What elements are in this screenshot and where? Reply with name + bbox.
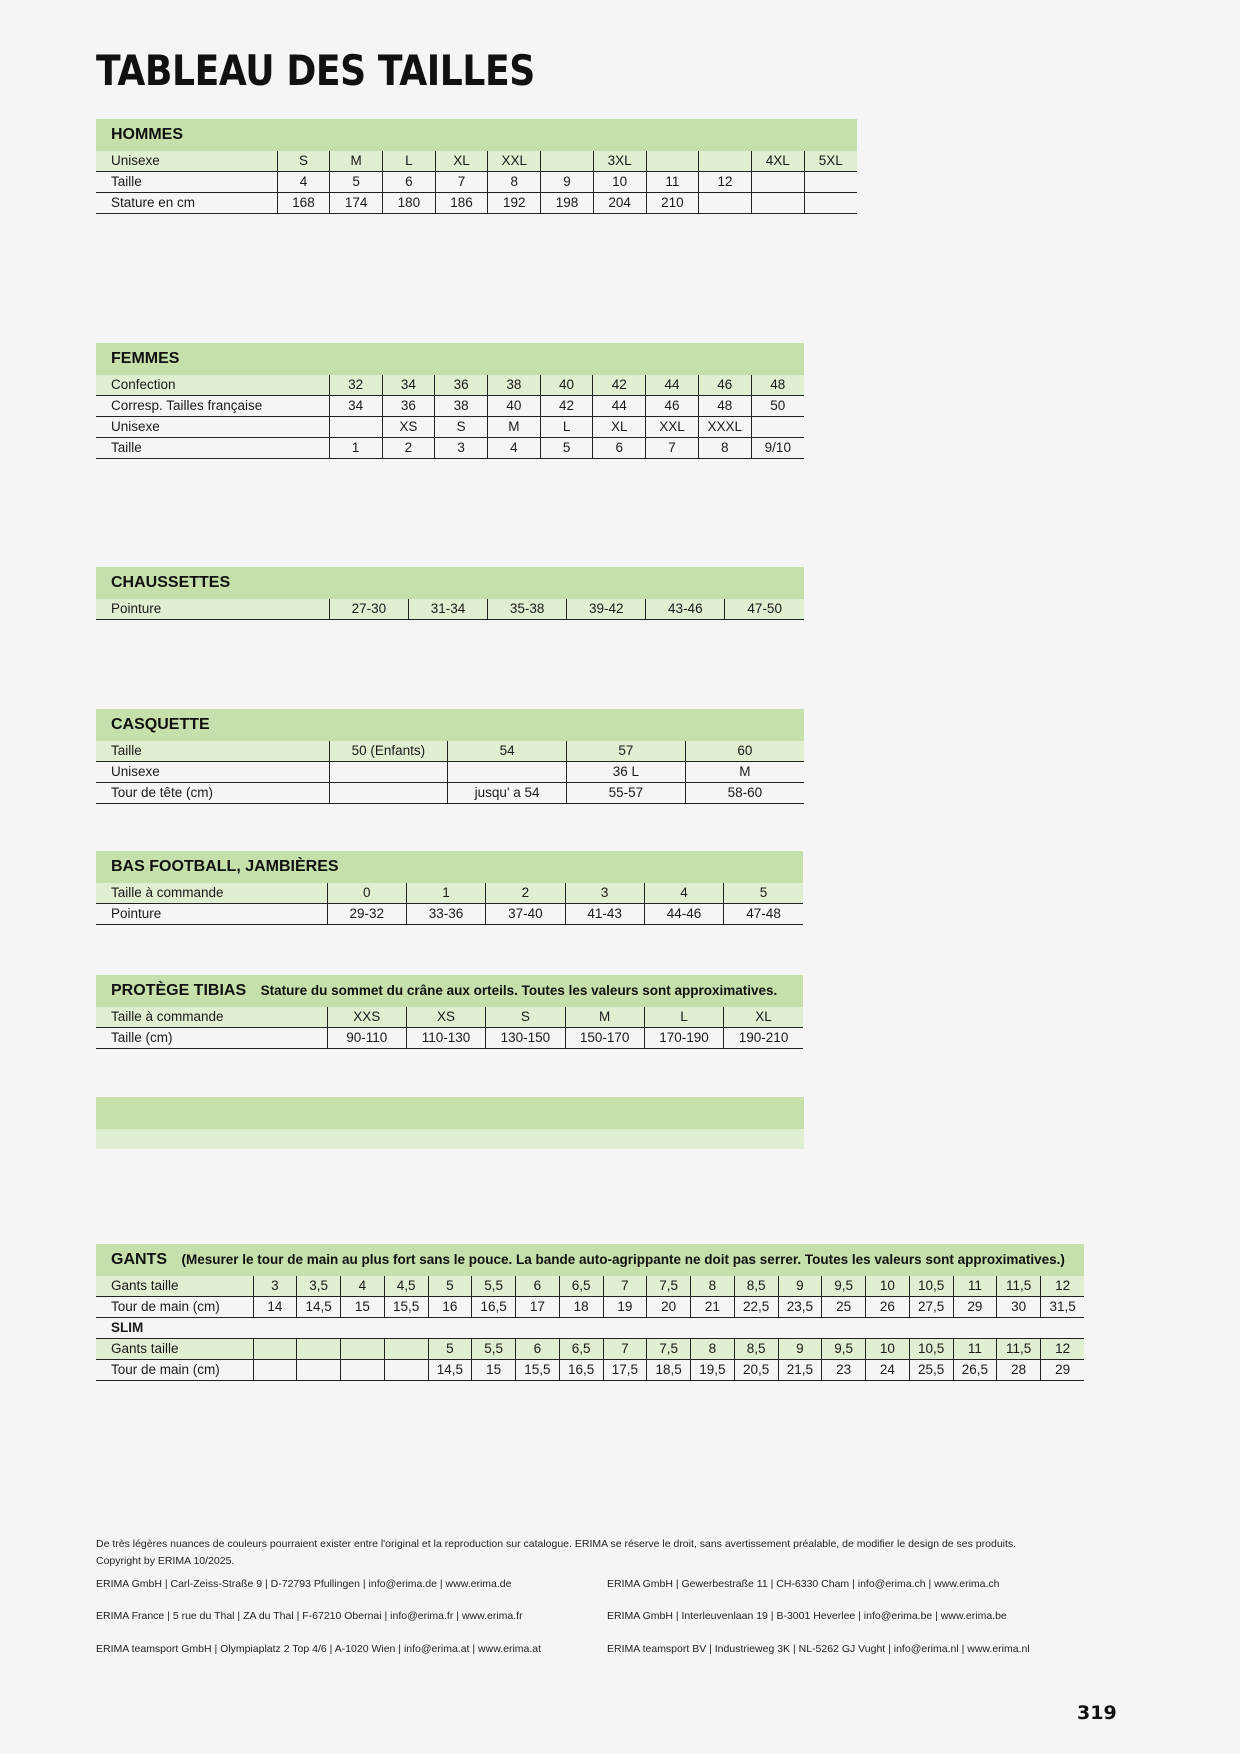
table-cell: 19 — [603, 1297, 647, 1318]
table-body — [96, 1007, 803, 1049]
row-label: Taille à commande — [96, 883, 327, 904]
table-cell: L — [383, 151, 436, 172]
table-cell: M — [565, 1007, 644, 1028]
table-cell: 15 — [472, 1360, 516, 1381]
table-cell: 44-46 — [644, 904, 723, 925]
table-cell: 3 — [253, 1276, 297, 1297]
table-cell: 50 (Enfants) — [329, 741, 448, 762]
section-bas-football — [96, 851, 803, 925]
table-cell: jusqu' a 54 — [448, 783, 567, 804]
table-cell: 46 — [646, 396, 699, 417]
table-cell: XXS — [327, 1007, 406, 1028]
table-row — [96, 151, 857, 172]
table-row — [96, 1007, 803, 1028]
section-heading: CHAUSSETTES — [96, 567, 804, 599]
table-cell — [751, 172, 804, 193]
table-cell: S — [435, 417, 488, 438]
table-cell: 25 — [822, 1297, 866, 1318]
section-heading — [96, 1244, 1084, 1276]
address-de: ERIMA GmbH | Carl-Zeiss-Straße 9 | D-72793 Pfullingen | info@erima.de | www.erima.de — [96, 1578, 512, 1590]
table-cell: 44 — [593, 396, 646, 417]
size-table-hommes — [96, 151, 857, 214]
table-cell: 10,5 — [909, 1339, 953, 1360]
table-cell: 47-48 — [724, 904, 803, 925]
table-cell: 36 — [382, 396, 435, 417]
table-cell: 25,5 — [909, 1360, 953, 1381]
table-cell: XL — [724, 1007, 803, 1028]
table-cell: 46 — [698, 375, 751, 396]
empty-band-header — [96, 1097, 804, 1129]
table-cell: 9/10 — [751, 438, 804, 459]
section-heading-note: Stature du sommet du crâne aux orteils. Toutes les valeurs sont approximatives. — [260, 983, 778, 998]
table-cell: 17,5 — [603, 1360, 647, 1381]
table-cell: 12 — [1041, 1276, 1085, 1297]
table-cell: 54 — [448, 741, 567, 762]
row-label: Taille — [96, 172, 277, 193]
table-cell: 4 — [487, 438, 540, 459]
row-label: Unisexe — [96, 762, 329, 783]
table-cell: 5 — [724, 883, 803, 904]
table-cell: 7 — [603, 1339, 647, 1360]
size-table-protege-tibias — [96, 1007, 803, 1049]
table-cell: 9 — [778, 1339, 822, 1360]
table-cell: 9,5 — [822, 1339, 866, 1360]
table-cell: 14,5 — [297, 1297, 341, 1318]
table-cell: 7,5 — [647, 1276, 691, 1297]
table-cell — [329, 783, 448, 804]
table-cell: 3 — [565, 883, 644, 904]
section-heading: CASQUETTE — [96, 709, 804, 741]
table-row — [96, 904, 803, 925]
table-cell: S — [486, 1007, 565, 1028]
table-cell: 38 — [435, 396, 488, 417]
table-cell — [341, 1339, 385, 1360]
table-body — [96, 599, 804, 620]
table-cell: 150-170 — [565, 1028, 644, 1049]
table-row — [96, 193, 857, 214]
table-cell: 3XL — [593, 151, 646, 172]
table-cell: 58-60 — [685, 783, 804, 804]
table-cell: 11 — [646, 172, 699, 193]
table-cell: 15 — [341, 1297, 385, 1318]
table-cell — [329, 417, 382, 438]
row-label: Unisexe — [96, 417, 329, 438]
table-cell: 48 — [698, 396, 751, 417]
table-cell: 10 — [866, 1276, 910, 1297]
slim-heading-row — [96, 1318, 1084, 1339]
table-cell: 20 — [647, 1297, 691, 1318]
size-table-chaussettes — [96, 599, 804, 620]
table-cell: 186 — [435, 193, 488, 214]
row-label: Taille — [96, 741, 329, 762]
table-cell — [751, 417, 804, 438]
table-row — [96, 599, 804, 620]
table-cell: 7,5 — [647, 1339, 691, 1360]
table-cell: 40 — [540, 375, 593, 396]
copyright-text: Copyright by ERIMA 10/2025. — [96, 1555, 235, 1567]
table-cell: 9 — [541, 172, 594, 193]
table-cell: XS — [406, 1007, 485, 1028]
table-row — [96, 1360, 1084, 1381]
table-cell: 29 — [1041, 1360, 1085, 1381]
size-table-bas-football — [96, 883, 803, 925]
table-row — [96, 172, 857, 193]
table-cell: 6 — [516, 1339, 560, 1360]
table-cell: 6 — [383, 172, 436, 193]
table-cell: XL — [435, 151, 488, 172]
table-cell: 5 — [540, 438, 593, 459]
table-cell: 5 — [330, 172, 383, 193]
table-cell: 14,5 — [428, 1360, 472, 1381]
table-cell: 9 — [778, 1276, 822, 1297]
table-cell: 8,5 — [734, 1339, 778, 1360]
table-cell: 18,5 — [647, 1360, 691, 1381]
table-cell: 19,5 — [691, 1360, 735, 1381]
section-heading-note: (Mesurer le tour de main au plus fort sans le pouce. La bande auto-agrippante ne doit pas serrer. Toutes les valeurs sont approximatives.) — [181, 1252, 1065, 1267]
table-row — [96, 1297, 1084, 1318]
section-heading: FEMMES — [96, 343, 804, 375]
address-be: ERIMA GmbH | Interleuvenlaan 19 | B-3001 Heverlee | info@erima.be | www.erima.be — [607, 1610, 1007, 1622]
table-cell: 7 — [646, 438, 699, 459]
row-label: Taille — [96, 438, 329, 459]
table-cell: 14 — [253, 1297, 297, 1318]
table-cell: 57 — [567, 741, 686, 762]
table-cell: 210 — [646, 193, 699, 214]
table-cell: XXL — [646, 417, 699, 438]
disclaimer — [96, 1536, 1076, 1570]
table-cell — [646, 151, 699, 172]
table-cell: 5,5 — [472, 1276, 516, 1297]
table-cell: L — [540, 417, 593, 438]
table-cell: 16,5 — [559, 1360, 603, 1381]
table-row — [96, 1028, 803, 1049]
table-cell: 1 — [329, 438, 382, 459]
table-row — [96, 396, 804, 417]
table-cell: 174 — [330, 193, 383, 214]
table-cell: L — [644, 1007, 723, 1028]
page-title: TABLEAU DES TAILLES — [96, 46, 535, 95]
table-cell — [751, 193, 804, 214]
table-cell — [699, 193, 752, 214]
row-label: Tour de main (cm) — [96, 1360, 253, 1381]
table-cell: 5XL — [804, 151, 857, 172]
table-cell: 24 — [866, 1360, 910, 1381]
section-heading-title: GANTS — [111, 1251, 167, 1268]
table-cell: 42 — [540, 396, 593, 417]
table-cell: 30 — [997, 1297, 1041, 1318]
table-cell: 44 — [646, 375, 699, 396]
table-cell: 204 — [593, 193, 646, 214]
table-cell — [448, 762, 567, 783]
table-cell: 4,5 — [384, 1276, 428, 1297]
table-cell: 130-150 — [486, 1028, 565, 1049]
disclaimer-text: De très légères nuances de couleurs pourraient exister entre l'original et la reproduction sur catalogue. ERIMA se réserve le droit, sans avertissement préalable, de modifier le design de ses produits. — [96, 1538, 1017, 1550]
table-cell: 4XL — [751, 151, 804, 172]
table-cell: 198 — [541, 193, 594, 214]
table-cell: 36 L — [567, 762, 686, 783]
table-cell: 11 — [953, 1276, 997, 1297]
table-cell: 27,5 — [909, 1297, 953, 1318]
table-body — [96, 375, 804, 459]
table-body — [96, 883, 803, 925]
row-label: Unisexe — [96, 151, 277, 172]
table-cell: 48 — [751, 375, 804, 396]
section-heading — [96, 975, 803, 1007]
table-cell — [329, 762, 448, 783]
row-label: Tour de main (cm) — [96, 1297, 253, 1318]
table-cell: 36 — [435, 375, 488, 396]
table-cell: 9,5 — [822, 1276, 866, 1297]
row-label: Corresp. Tailles française — [96, 396, 329, 417]
table-cell — [297, 1360, 341, 1381]
table-cell: 20,5 — [734, 1360, 778, 1381]
table-cell: 31-34 — [408, 599, 487, 620]
table-cell: 8 — [698, 438, 751, 459]
table-cell: 28 — [997, 1360, 1041, 1381]
table-cell: 31,5 — [1041, 1297, 1085, 1318]
table-cell: M — [330, 151, 383, 172]
table-cell: 42 — [593, 375, 646, 396]
table-cell: 22,5 — [734, 1297, 778, 1318]
table-row — [96, 762, 804, 783]
row-label: Stature en cm — [96, 193, 277, 214]
table-cell: M — [685, 762, 804, 783]
table-cell: 4 — [644, 883, 723, 904]
table-cell: 1 — [406, 883, 485, 904]
table-cell: 0 — [327, 883, 406, 904]
table-cell: 192 — [488, 193, 541, 214]
table-cell — [253, 1360, 297, 1381]
table-cell: XS — [382, 417, 435, 438]
table-cell: 2 — [486, 883, 565, 904]
table-cell: 39-42 — [567, 599, 646, 620]
table-cell: 6 — [516, 1276, 560, 1297]
section-heading: HOMMES — [96, 119, 857, 151]
table-cell: 5 — [428, 1339, 472, 1360]
table-cell: 8 — [691, 1276, 735, 1297]
table-cell: S — [277, 151, 330, 172]
table-cell: 170-190 — [644, 1028, 723, 1049]
table-cell: 15,5 — [384, 1297, 428, 1318]
table-cell: XL — [593, 417, 646, 438]
table-cell — [384, 1339, 428, 1360]
table-cell: 5,5 — [472, 1339, 516, 1360]
table-cell: 7 — [435, 172, 488, 193]
section-casquette — [96, 709, 804, 804]
table-cell: 40 — [487, 396, 540, 417]
table-cell: 23,5 — [778, 1297, 822, 1318]
table-cell — [699, 151, 752, 172]
table-row — [96, 741, 804, 762]
table-cell: 12 — [699, 172, 752, 193]
empty-band-row — [96, 1129, 804, 1149]
row-label: Gants taille — [96, 1339, 253, 1360]
size-table-casquette — [96, 741, 804, 804]
table-row — [96, 375, 804, 396]
table-cell: 60 — [685, 741, 804, 762]
table-cell: 55-57 — [567, 783, 686, 804]
section-protege-tibias — [96, 975, 803, 1049]
empty-table-band — [96, 1097, 804, 1149]
size-table-femmes — [96, 375, 804, 459]
table-cell: 16 — [428, 1297, 472, 1318]
table-cell: 21,5 — [778, 1360, 822, 1381]
table-cell: 6 — [593, 438, 646, 459]
table-cell: 110-130 — [406, 1028, 485, 1049]
row-label: Confection — [96, 375, 329, 396]
address-ch: ERIMA GmbH | Gewerbestraße 11 | CH-6330 Cham | info@erima.ch | www.erima.ch — [607, 1578, 1000, 1590]
table-cell — [253, 1339, 297, 1360]
table-cell: 26 — [866, 1297, 910, 1318]
table-cell: 18 — [559, 1297, 603, 1318]
section-heading-title: PROTÈGE TIBIAS — [111, 982, 247, 999]
table-cell: XXL — [488, 151, 541, 172]
table-cell: 12 — [1041, 1339, 1085, 1360]
section-gants — [96, 1244, 1084, 1381]
table-cell: 50 — [751, 396, 804, 417]
section-heading: BAS FOOTBALL, JAMBIÈRES — [96, 851, 803, 883]
table-cell: 10 — [593, 172, 646, 193]
table-cell: 168 — [277, 193, 330, 214]
table-cell: 8,5 — [734, 1276, 778, 1297]
table-cell: 33-36 — [406, 904, 485, 925]
table-row — [96, 1339, 1084, 1360]
table-cell: 29-32 — [327, 904, 406, 925]
row-label: Tour de tête (cm) — [96, 783, 329, 804]
table-cell: 8 — [488, 172, 541, 193]
address-nl: ERIMA teamsport BV | Industrieweg 3K | NL-5262 GJ Vught | info@erima.nl | www.erima.nl — [607, 1643, 1030, 1655]
table-cell: 11,5 — [997, 1339, 1041, 1360]
table-cell: 47-50 — [725, 599, 804, 620]
page-number: 319 — [1077, 1702, 1117, 1724]
table-cell: 90-110 — [327, 1028, 406, 1049]
table-cell: 8 — [691, 1339, 735, 1360]
table-cell: 21 — [691, 1297, 735, 1318]
table-cell: 5 — [428, 1276, 472, 1297]
table-cell: 26,5 — [953, 1360, 997, 1381]
row-label: Taille (cm) — [96, 1028, 327, 1049]
table-cell — [804, 193, 857, 214]
table-cell: 6,5 — [559, 1339, 603, 1360]
row-label: Pointure — [96, 904, 327, 925]
table-cell — [541, 151, 594, 172]
table-body — [96, 151, 857, 214]
table-cell — [297, 1339, 341, 1360]
table-body — [96, 741, 804, 804]
table-cell: 38 — [487, 375, 540, 396]
table-row — [96, 883, 803, 904]
size-table-gants — [96, 1276, 1084, 1381]
table-cell — [341, 1360, 385, 1381]
table-cell: 23 — [822, 1360, 866, 1381]
table-cell — [384, 1360, 428, 1381]
table-cell: 4 — [277, 172, 330, 193]
table-cell: 15,5 — [516, 1360, 560, 1381]
address-at: ERIMA teamsport GmbH | Olympiaplatz 2 Top 4/6 | A-1020 Wien | info@erima.at | www.erima.at — [96, 1643, 542, 1655]
table-cell: 32 — [329, 375, 382, 396]
table-cell: 35-38 — [488, 599, 567, 620]
table-cell: 17 — [516, 1297, 560, 1318]
section-chaussettes — [96, 567, 804, 620]
table-cell: 190-210 — [724, 1028, 803, 1049]
table-cell: 27-30 — [329, 599, 408, 620]
section-hommes — [96, 119, 857, 214]
table-cell: 180 — [383, 193, 436, 214]
table-cell: 16,5 — [472, 1297, 516, 1318]
table-cell: 7 — [603, 1276, 647, 1297]
table-cell: 34 — [382, 375, 435, 396]
table-row — [96, 438, 804, 459]
section-femmes — [96, 343, 804, 459]
row-label: Taille à commande — [96, 1007, 327, 1028]
table-row — [96, 783, 804, 804]
table-cell: 11,5 — [997, 1276, 1041, 1297]
row-label: Gants taille — [96, 1276, 253, 1297]
table-cell: 2 — [382, 438, 435, 459]
address-fr: ERIMA France | 5 rue du Thal | ZA du Thal | F-67210 Obernai | info@erima.fr | www.erima.fr — [96, 1610, 523, 1622]
table-cell: 4 — [341, 1276, 385, 1297]
table-cell: 10,5 — [909, 1276, 953, 1297]
table-row — [96, 1276, 1084, 1297]
table-cell: 34 — [329, 396, 382, 417]
table-cell: 6,5 — [559, 1276, 603, 1297]
table-cell: 3,5 — [297, 1276, 341, 1297]
table-cell: 43-46 — [646, 599, 725, 620]
table-body — [96, 1276, 1084, 1381]
table-cell: 11 — [953, 1339, 997, 1360]
table-cell: 10 — [866, 1339, 910, 1360]
table-cell — [804, 172, 857, 193]
slim-heading: SLIM — [96, 1318, 1084, 1339]
table-cell: XXXL — [698, 417, 751, 438]
table-cell: 29 — [953, 1297, 997, 1318]
table-row — [96, 417, 804, 438]
table-cell: 37-40 — [486, 904, 565, 925]
row-label: Pointure — [96, 599, 329, 620]
table-cell: 3 — [435, 438, 488, 459]
table-cell: M — [487, 417, 540, 438]
table-cell: 41-43 — [565, 904, 644, 925]
